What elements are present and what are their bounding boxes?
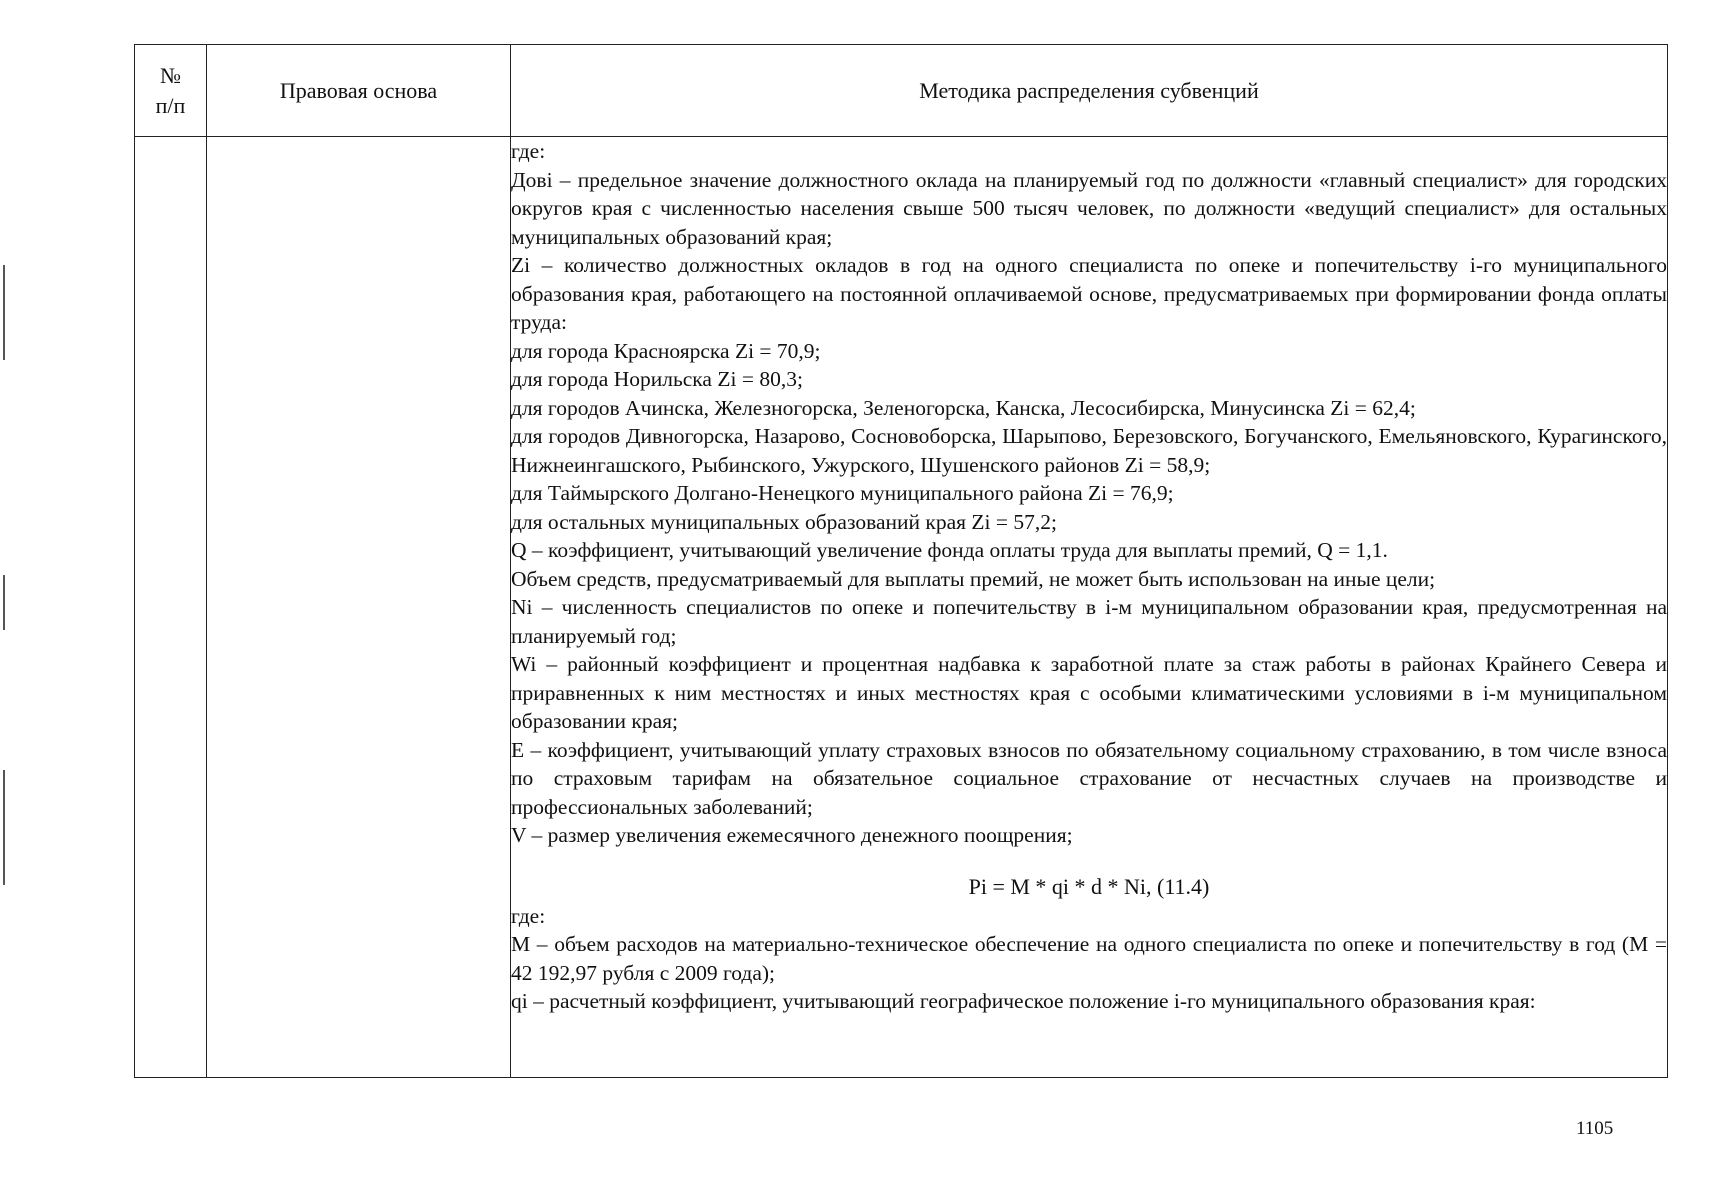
text-paragraph: Ni – численность специалистов по опеке и попечительству в i-м муниципальном образовании края, предусмотренная на планируемый год;: [511, 595, 1667, 648]
text-paragraph: М – объем расходов на материально-техническое обеспечение на одного специалиста по опеке и попечительству в год (М = 42 192,97 рубля с 2009 года);: [511, 932, 1667, 985]
text-paragraph: для городов Дивногорска, Назарово, Сосновоборска, Шарыпово, Березовского, Богучанского, Емельяновского, Курагинского, Нижнеингашского, Рыбинского, Ужурского, Шушенского районов Zi = 58,9;: [511, 424, 1667, 477]
text-paragraph: Wi – районный коэффициент и процентная надбавка к заработной плате за стаж работы в районах Крайнего Севера и приравненных к ним местностях и иных местностях края с особыми климатическими условиями в i-м муниципальном образовании края;: [511, 652, 1667, 733]
text-paragraph: qi – расчетный коэффициент, учитывающий географическое положение i-го муниципального образования края:: [511, 989, 1536, 1013]
header-number-abbrev: п/п: [155, 92, 186, 118]
text-paragraph: для городов Ачинска, Железногорска, Зеленогорска, Канска, Лесосибирска, Минусинска Zi = 62,4;: [511, 395, 1416, 420]
body-number-cell: [135, 137, 207, 1078]
body-methodology-cell: [511, 137, 1668, 1078]
table-header-row: [135, 45, 1668, 137]
table-body-row: [135, 137, 1668, 1078]
header-methodology: Методика распределения субвенций: [511, 45, 1668, 137]
page-number: 1105: [1576, 1118, 1614, 1139]
text-paragraph: для города Красноярска Zi = 70,9;: [511, 338, 821, 363]
text-paragraph: где:: [511, 903, 546, 928]
text-paragraph: Объем средств, предусматриваемый для выплаты премий, не может быть использован на иные цели;: [511, 566, 1436, 591]
text-paragraph: Q – коэффициент, учитывающий увеличение фонда оплаты труда для выплаты премий, Q = 1,1.: [511, 538, 1388, 562]
formula-11-4: Pi = M * qi * d * Ni, (11.4): [968, 873, 1210, 899]
text-paragraph: V – размер увеличения ежемесячного денежного поощрения;: [511, 823, 1073, 847]
text-paragraph: Довi – предельное значение должностного оклада на планируемый год по должности «главный специалист» для городских округов края с численностью населения свыше 500 тысяч человек, по должности «ведущий специалист» для остальных муниципальных образований края;: [511, 167, 1667, 249]
header-number-symbol: №: [160, 62, 181, 88]
body-legal-basis-cell: [207, 137, 511, 1078]
text-paragraph: Е – коэффициент, учитывающий уплату страховых взносов по обязательному социальному страхованию, в том числе взноса по страховым тарифам на обязательное социальное страхование от несчастных случаев на производстве и профессиональных заболеваний;: [511, 737, 1667, 819]
scan-margin-mark: [3, 575, 5, 630]
text-paragraph: где:: [511, 139, 546, 163]
header-number-cell: [135, 45, 207, 137]
scan-margin-mark: [3, 770, 5, 885]
text-paragraph: для города Норильска Zi = 80,3;: [511, 367, 803, 391]
text-paragraph: Zi – количество должностных окладов в год на одного специалиста по опеке и попечительству i-го муниципального образования края, работающего на постоянной оплачиваемой основе, предусматриваемых при формировании фонда оплаты труда:: [511, 253, 1667, 334]
scan-margin-mark: [3, 265, 5, 360]
subsidy-methodology-table: [134, 44, 1668, 1078]
header-legal-basis: Правовая основа: [207, 45, 511, 137]
text-paragraph: для Таймырского Долгано-Ненецкого муниципального района Zi = 76,9;: [511, 481, 1174, 505]
text-paragraph: для остальных муниципальных образований края Zi = 57,2;: [511, 509, 1057, 534]
